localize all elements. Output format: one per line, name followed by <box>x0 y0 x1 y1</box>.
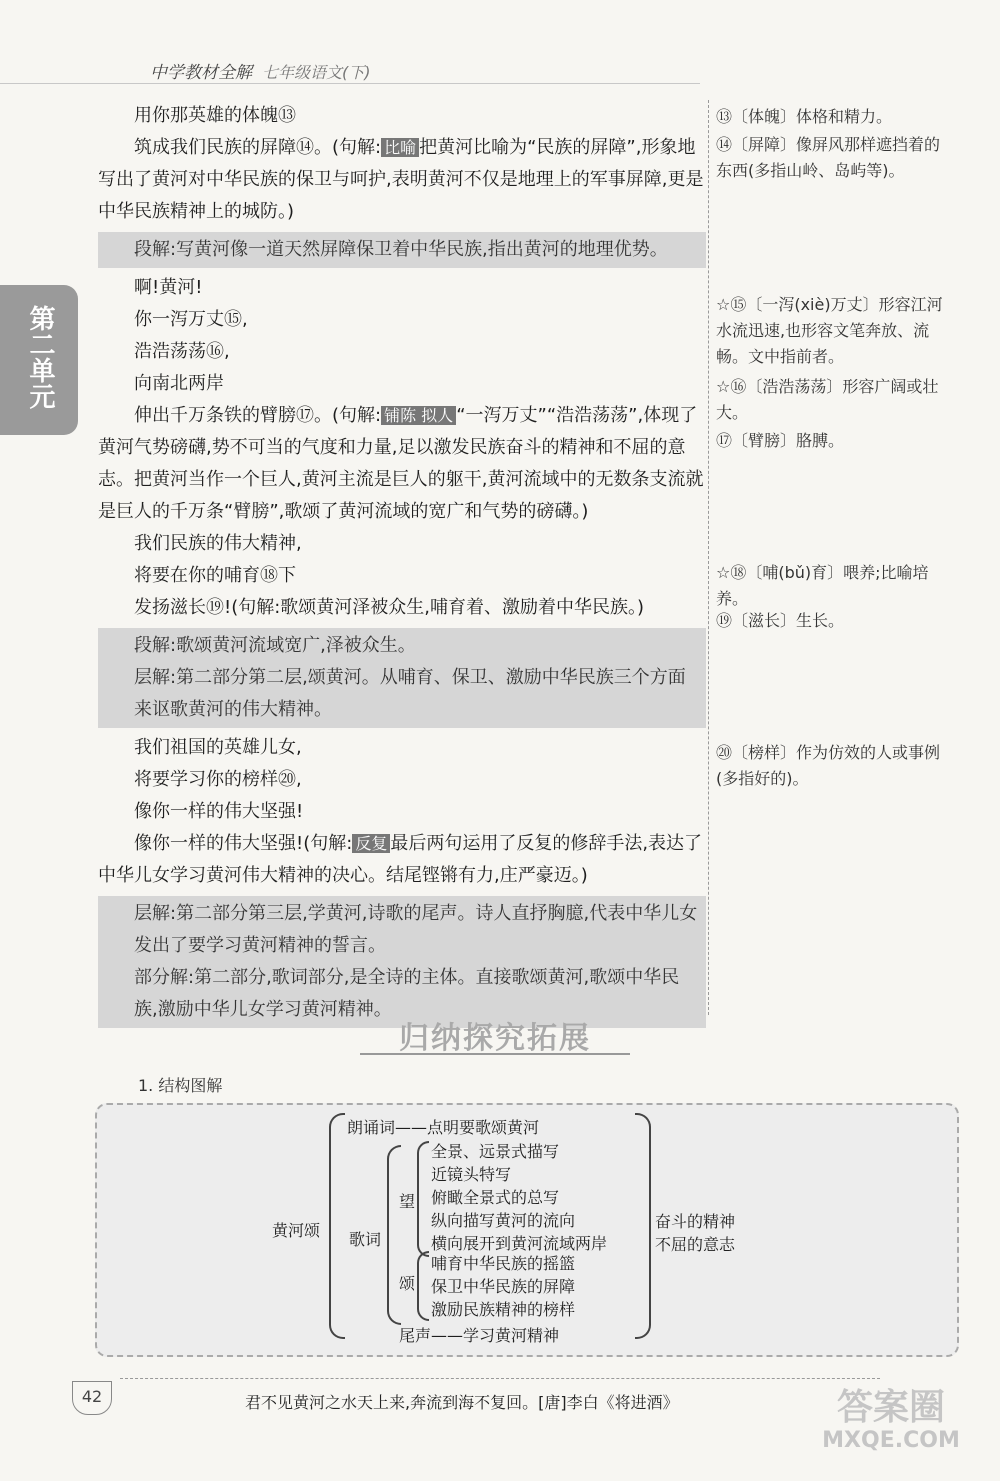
poem-text: 像你一样的伟大坚强!(句解: <box>134 833 353 854</box>
poem-text: 伸出千万条铁的臂膀⑰。(句解: <box>134 405 382 426</box>
poem-line: 将要在你的哺育⑱下 <box>134 565 296 586</box>
analysis-text: 段解:歌颂黄河流域宽广,泽被众生。 <box>134 635 416 656</box>
paragraph-analysis <box>98 232 706 268</box>
poem-text: 筑成我们民族的屏障⑭。(句解: <box>134 137 382 158</box>
poem-line: 像你一样的伟大坚强! <box>134 801 304 822</box>
book-subtitle: 七年级语文(下) <box>262 63 371 82</box>
footer-rule <box>120 1378 880 1379</box>
section-analysis <box>98 896 706 1028</box>
footnote-14: ⑭〔屏障〕像屏风那样遮挡着的东西(多指山岭、岛屿等)。 <box>716 135 941 180</box>
stamp-sub: MXQE.COM <box>822 1428 960 1453</box>
analysis-text: 段解:写黄河像一道天然屏障保卫着中华民族,指出黄河的地理优势。 <box>134 239 668 260</box>
analysis-text: 部分解:第二部分,歌词部分,是全诗的主体。直接歌颂黄河,歌颂中华民族,激励中华儿女学习黄河精神。 <box>134 967 680 1020</box>
poem-line-annotated <box>98 828 706 892</box>
wang-item: 近镜头特写 <box>431 1165 512 1184</box>
page-number: 42 <box>72 1381 112 1415</box>
annotation-text: 把黄河比喻为“民族的屏障”,形象地写出了黄河对中华民族的保卫与呵护,表明黄河不仅是地理上的军事屏障,更是中华民族精神上的城防。) <box>98 137 704 222</box>
diagram-song: 颂 <box>399 1274 416 1293</box>
footnote-15: ☆⑮〔一泻(xiè)万丈〕形容江河水流迅速,也形容文笔奔放、流畅。文中指前者。 <box>716 295 943 366</box>
poem-line: 我们民族的伟大精神, <box>134 533 302 554</box>
song-item: 激励民族精神的榜样 <box>431 1300 576 1319</box>
song-item: 保卫中华民族的屏障 <box>431 1277 576 1296</box>
rhetoric-tag: 铺陈 拟人 <box>381 406 456 425</box>
diagram-ending: 尾声——学习黄河精神 <box>399 1326 560 1345</box>
poem-line: 浩浩荡荡⑯, <box>134 341 230 362</box>
poem-line: 你一泻万丈⑮, <box>134 309 248 330</box>
footnote-19: ⑲〔滋长〕生长。 <box>716 611 845 630</box>
root-brace <box>329 1113 345 1339</box>
main-text <box>98 100 706 1032</box>
wang-item: 俯瞰全景式的总写 <box>431 1188 560 1207</box>
poem-line: 用你那英雄的体魄⑬ <box>134 105 296 126</box>
diagram-wang: 望 <box>399 1192 416 1211</box>
poem-line: 我们祖国的英雄儿女, <box>134 737 302 758</box>
footnote-20: ⑳〔榜样〕作为仿效的人或事例(多指好的)。 <box>716 743 941 788</box>
unit-tab <box>0 285 78 435</box>
result-item: 奋斗的精神 <box>655 1212 736 1231</box>
rhetoric-tag: 反复 <box>352 834 390 853</box>
diagram-subtitle: 1. 结构图解 <box>138 1076 223 1095</box>
poem-line: 发扬滋长⑲!(句解:歌颂黄河泽被众生,哺育着、激励着中华民族。) <box>134 597 645 618</box>
wang-item: 全景、远景式描写 <box>431 1142 560 1161</box>
wang-item: 横向展开到黄河流域两岸 <box>431 1234 608 1253</box>
book-title: 中学教材全解 <box>150 63 252 83</box>
watermark-stamp <box>816 1388 966 1458</box>
lyrics-brace <box>387 1145 401 1325</box>
stamp-main: 答案圈 <box>836 1387 945 1428</box>
footnote-18: ☆⑱〔哺(bǔ)育〕喂养;比喻培养。 <box>716 563 929 608</box>
poem-line: 啊!黄河! <box>134 277 203 298</box>
song-item: 哺育中华民族的摇篮 <box>431 1254 576 1273</box>
unit-tab-label: 第二单元 <box>25 305 55 409</box>
header-rule <box>0 83 700 84</box>
diagram-lyrics: 歌词 <box>349 1230 382 1249</box>
structure-diagram <box>95 1103 959 1357</box>
song-brace <box>417 1251 429 1321</box>
diagram-intro: 朗诵词——点明要歌颂黄河 <box>347 1118 540 1137</box>
wang-brace <box>417 1141 429 1257</box>
result-brace <box>635 1113 651 1339</box>
result-item: 不屈的意志 <box>655 1235 736 1254</box>
poem-line: 向南北两岸 <box>134 373 224 394</box>
footnote-17: ⑰〔臂膀〕胳膊。 <box>716 431 845 450</box>
annotation-text: “一泻万丈”“浩浩荡荡”,体现了黄河气势磅礴,势不可当的气度和力量,足以激发民族奋斗的精神和不屈的意志。把黄河当作一个巨人,黄河主流是巨人的躯干,黄河流域中的无数条支流就是巨人的千万条“臂膀”,歌颂了黄河流域的宽广和气势的磅礴。) <box>98 405 704 522</box>
footnote-13: ⑬〔体魄〕体格和精力。 <box>716 107 893 126</box>
footnote-16: ☆⑯〔浩浩荡荡〕形容广阔或壮大。 <box>716 377 939 422</box>
poem-line: 将要学习你的榜样⑳, <box>134 769 302 790</box>
annotation-text: 最后两句运用了反复的修辞手法,表达了中华儿女学习黄河伟大精神的决心。结尾铿锵有力,庄严豪迈。) <box>98 833 703 886</box>
running-header <box>150 58 371 83</box>
rhetoric-tag: 比喻 <box>381 138 419 157</box>
diagram-root: 黄河颂 <box>272 1221 321 1240</box>
footer-quote: 君不见黄河之水天上来,奔流到海不复回。[唐]李白《将进酒》 <box>245 1393 679 1412</box>
analysis-text: 层解:第二部分第二层,颂黄河。从哺育、保卫、激励中华民族三个方面来讴歌黄河的伟大精神。 <box>134 667 686 720</box>
section-banner: 归纳探究拓展 <box>360 1013 630 1055</box>
wang-item: 纵向描写黄河的流向 <box>431 1211 576 1230</box>
paragraph-analysis <box>98 628 706 728</box>
poem-line-annotated <box>98 400 706 528</box>
analysis-text: 层解:第二部分第三层,学黄河,诗歌的尾声。诗人直抒胸臆,代表中华儿女发出了要学习黄河精神的誓言。 <box>134 903 698 956</box>
column-divider <box>708 100 709 1015</box>
poem-line-annotated <box>98 132 706 228</box>
